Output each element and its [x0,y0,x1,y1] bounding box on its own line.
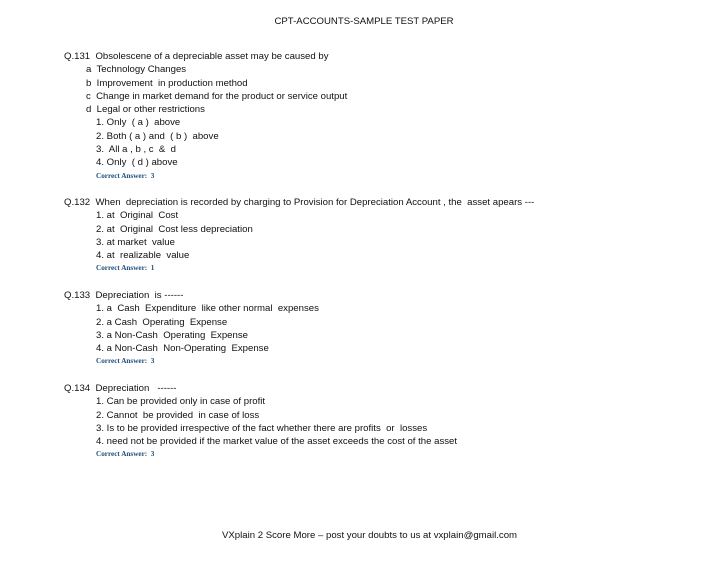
answer-option-4: 4. a Non-Cash Non-Operating Expense [96,343,269,355]
answer-option-2: 2. at Original Cost less depreciation [96,223,253,235]
answer-option-2: 2. Both ( a ) and ( b ) above [96,130,219,142]
question-stem: Q.133 Depreciation is ------ [64,290,184,301]
correct-answer: Correct Answer: 3 [96,450,155,459]
sub-option-d: d Legal or other restrictions [86,104,205,116]
page-title: CPT-ACCOUNTS-SAMPLE TEST PAPER [274,16,454,27]
answer-option-3: 3. a Non-Cash Operating Expense [96,329,248,341]
answer-option-1: 1. at Original Cost [96,210,179,222]
answer-option-1: 1. Only ( a ) above [96,117,181,129]
sub-option-a: a Technology Changes [86,64,187,76]
sub-option-b: b Improvement in production method [86,77,248,89]
question-134 [64,382,457,462]
page-footer: VXplain 2 Score More – post your doubts to us at vxplain@gmail.com [222,530,518,541]
answer-option-2: 2. Cannot be provided in case of loss [96,409,260,421]
answer-option-4: 4. at realizable value [96,250,190,262]
answer-option-1: 1. Can be provided only in case of profit [96,396,266,408]
answer-option-3: 3. Is to be provided irrespective of the fact whether there are profits or losses [96,422,428,434]
question-stem: Q.132 When depreciation is recorded by charging to Provision for Depreciation Account , the asset apears --- [64,197,535,208]
answer-option-1: 1. a Cash Expenditure like other normal expenses [96,303,319,315]
question-stem: Q.131 Obsolescene of a depreciable asset may be caused by [64,51,329,62]
answer-option-3: 3. at market value [96,236,175,248]
correct-answer: Correct Answer: 3 [96,357,155,366]
question-131 [64,50,347,183]
correct-answer: Correct Answer: 3 [96,171,155,180]
correct-answer: Correct Answer: 1 [96,264,155,273]
answer-option-2: 2. a Cash Operating Expense [96,316,228,328]
answer-option-3: 3. All a , b , c & d [96,144,176,156]
answer-option-4: 4. Only ( d ) above [96,157,178,169]
answer-option-4: 4. need not be provided if the market value of the asset exceeds the cost of the asset [96,436,458,448]
question-stem: Q.134 Depreciation ------ [64,383,177,394]
question-132 [64,196,534,276]
page-header [0,16,728,27]
question-133 [64,289,319,369]
sub-option-c: c Change in market demand for the product or service output [86,90,348,102]
